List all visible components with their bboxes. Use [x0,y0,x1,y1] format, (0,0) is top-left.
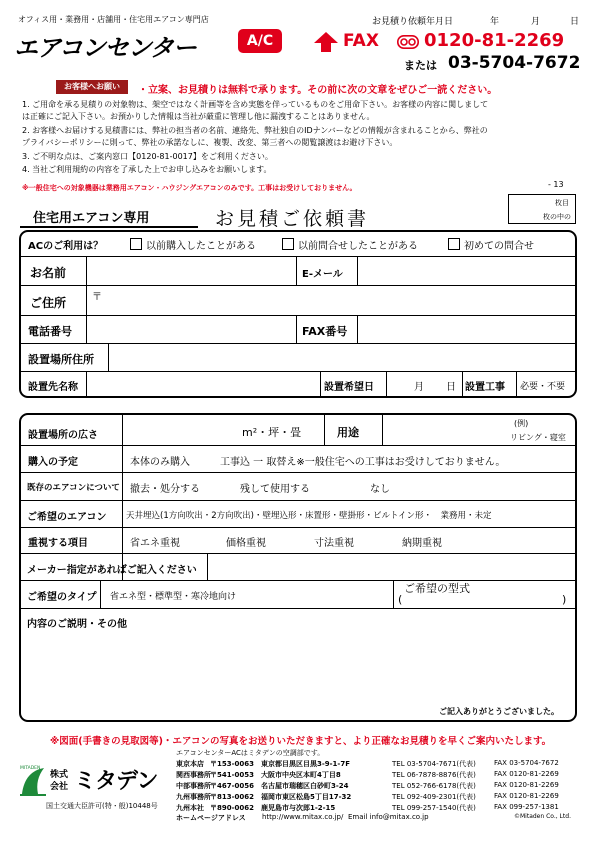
install-month[interactable]: 月 [414,382,424,393]
row-divider [21,500,575,501]
page-number: - 13 [548,180,564,189]
name-label: お名前 [30,266,67,280]
maker-label: メーカー指定があればご記入ください [27,565,197,576]
notice-item: 4. 当社ご利用規約の内容を了承した上でお申し込みをお願いします。 [22,165,272,174]
office-address: 〒541-0053 大阪市中央区本町4丁目8 [210,771,341,779]
sheet-label: 枚目 [555,199,569,207]
office-fax: FAX 099-257-1381 [494,803,559,811]
checkbox[interactable] [448,238,460,250]
existing-option[interactable]: 撤去・処分する [130,484,200,495]
office-tel: TEL 06-7878-8876(代表) [392,771,476,779]
work-value[interactable]: 必要・不要 [520,382,566,392]
postal-mark: 〒 [92,292,102,303]
sheet-total-label: 枚の中の [543,213,571,221]
logo-badge: A/C [238,29,282,53]
license: 国土交通大臣許可(特・般)10448号 [46,802,158,810]
name-field[interactable] [87,257,295,284]
plan-label: 購入の予定 [28,457,78,468]
footer-notice: ※図面(手書きの見取図等)・エアコンの写真をお送りいただきますと、より正確なお見積りを早くご案内いたします。 [50,736,552,747]
model-close: ) [562,593,567,606]
use-example: リビング・寝室 [510,433,566,442]
company-intro: エアコンセンターACはミタデンの空調部です。 [176,749,325,757]
col-divider [122,415,123,445]
existing-option[interactable]: なし [370,484,390,495]
tagline: オフィス用・業務用・店舗用・住宅用エアコン専門店 [18,15,209,24]
site-address-label: 設置場所住所 [28,353,94,366]
homepage-label: ホームページアドレス [176,814,246,822]
checkbox[interactable] [282,238,294,250]
col-divider [462,371,463,396]
office-address: 〒813-0062 福岡市東区松島5丁目17-32 [210,793,352,801]
notice-badge: お客様へお願い [56,80,128,94]
install-date-label: 設置希望日 [324,382,374,393]
phone-field[interactable] [87,316,295,342]
office-fax: FAX 0120-81-2269 [494,781,559,789]
col-divider [386,371,387,396]
homepage-link[interactable]: http://www.mitax.co.jp/ [262,813,344,821]
type-options[interactable]: 天井埋込(1方向吹出・2方向吹出)・壁埋込形・床置形・壁掛形・ビルトイン形・ 業務用・未定 [126,511,492,521]
notice-headline: ・立案、お見積りは無料で承ります。その前に次の文章をぜひご一読ください。 [138,85,498,96]
col-divider [100,580,101,608]
office-name: 関西事務所 [176,771,211,779]
details-field[interactable] [22,630,574,702]
maker-field[interactable] [208,554,574,579]
office-address: 〒467-0056 名古屋市瑞穂区白砂町3-24 [210,782,349,790]
office-name: 九州本社 [176,804,204,812]
details-label: 内容のご説明・その他 [27,619,127,630]
use-label: 用途 [337,426,359,439]
plan-options[interactable]: 本体のみ購入 工事込 一 取替え※一般住宅への工事はお受けしておりません。 [130,457,506,468]
logo-prefix-small: MITADEN [20,766,41,771]
col-divider [324,415,325,445]
logo-name: ミタデン [74,769,158,794]
model-label: ご希望の型式 [404,582,470,595]
kind-options[interactable]: 省エネ型・標準型・寒冷地向け [110,592,237,602]
office-tel: TEL 099-257-1540(代表) [392,804,476,812]
row-divider [21,445,575,446]
copyright: ©Mitaden Co., Ltd. [514,813,571,820]
notice-item: は正確にご記入下さい。お預かりした情報は当社が厳重に管理し他に漏洩することはありません。 [22,112,375,121]
col-divider [296,256,297,285]
col-divider [393,580,394,608]
usage-option[interactable]: 以前問合せしたことがある [282,237,418,252]
existing-option[interactable]: 残して使用する [240,484,310,495]
checkbox[interactable] [130,238,142,250]
logo-kaisha: 会社 [50,782,69,792]
email-field[interactable] [358,257,574,284]
month-label: 月 [531,17,541,27]
office-fax: FAX 03-5704-7672 [494,759,559,767]
notice-item: プライバシーポリシーに則って、弊社の承諾なしに、複製、改変、第三者への閲覧譲渡はお避け下さい。 [22,138,398,147]
office-address: 〒153-0063 東京都目黒区目黒3-9-1-7F [210,760,350,768]
phone-label: 電話番号 [28,325,72,338]
office-name: 中部事務所 [176,782,211,790]
notice-warning: ※一般住宅への対象機器は業務用エアコン・ハウジングエアコンのみです。工事はお受けしておりません。 [22,184,357,192]
row-divider [21,527,575,528]
office-fax: FAX 0120-81-2269 [494,792,559,800]
office-name: 東京本店 [176,760,204,768]
form-title: お見積ご依頼書 [215,208,370,230]
year-label: 年 [490,17,500,27]
office-tel: TEL 03-5704-7671(代表) [392,760,476,768]
col-divider [516,371,517,396]
site-name-field[interactable] [87,372,319,395]
col-divider [382,415,383,445]
notice-item: 3. ご不明な点は、ご案内窓口【0120-81-0017】をご利用ください。 [22,152,273,161]
work-label: 設置工事 [465,382,505,393]
col-divider [296,315,297,343]
email-label: E-メール [302,269,343,280]
install-day[interactable]: 日 [446,382,456,393]
office-name: 九州事務所 [176,793,211,801]
existing-label: 既存のエアコンについて [27,483,120,493]
priority-option[interactable]: 納期重視 [402,538,442,549]
area-label: 設置場所の広さ [28,430,98,441]
alt-number: 03-5704-7672 [448,53,581,73]
priority-option[interactable]: 寸法重視 [314,538,354,549]
fax-field[interactable] [358,316,574,342]
usage-label: ACのご利用は？ [28,241,104,252]
priority-label: 重視する項目 [28,538,88,549]
alt-prefix: または [404,59,437,72]
priority-option[interactable]: 省エネ重視 [130,538,180,549]
office-tel: TEL 092-409-2301(代表) [392,793,476,801]
logo-text: エアコンセンター [14,34,196,62]
address-label: ご住所 [30,296,67,310]
use-example-prefix: (例) [514,419,529,428]
address-field[interactable] [87,286,573,314]
col-divider [320,371,321,396]
type-label: ご希望のエアコン [27,512,107,523]
priority-option[interactable]: 価格重視 [226,538,266,549]
model-field[interactable] [406,594,558,606]
date-label: お見積り依頼年月日 [372,17,454,27]
residential-underline [20,226,198,228]
arrow-up-icon [313,31,339,53]
usage-option[interactable]: 初めての問合せ [448,237,534,252]
thanks-note: ご記入ありがとうございました。 [439,707,559,716]
row-divider [21,608,575,609]
site-name-label: 設置先名称 [28,382,78,393]
day-label: 日 [570,17,580,27]
row-divider [21,472,575,473]
kind-label: ご希望のタイプ [27,592,97,603]
office-tel: TEL 052-766-6178(代表) [392,782,476,790]
office-address: 〒890-0062 鹿児島市与次郎1-2-15 [210,804,336,812]
free-dial-icon [397,35,419,49]
office-fax: FAX 0120-81-2269 [494,770,559,778]
row-divider [21,580,575,581]
notice-item: 1. ご用命を承る見積りの対象物は、架空ではなく計画等を含め実態を伴っているものをご用命下さい。お客様の内容に関しまして [22,100,489,109]
fax-number: 0120-81-2269 [424,30,565,51]
notice-item: 2. お客様へお届けする見積書には、弊社の担当者の名前、連絡先、弊社独自のIDナンバーなどの情報が含まれることから、弊社の [22,126,488,135]
logo-kabu: 株式 [50,770,69,780]
sheet-count-box[interactable] [508,194,576,224]
fax-label: FAX番号 [302,325,348,338]
fax-label: FAX [343,31,379,51]
model-open: ( [398,593,403,606]
usage-option[interactable]: 以前購入したことがある [130,237,256,252]
residential-label: 住宅用エアコン専用 [33,211,150,226]
area-units[interactable]: m²・坪・畳 [242,426,302,439]
site-address-field[interactable] [109,344,573,370]
email-link[interactable]: Email info@mitax.co.jp [348,813,429,821]
